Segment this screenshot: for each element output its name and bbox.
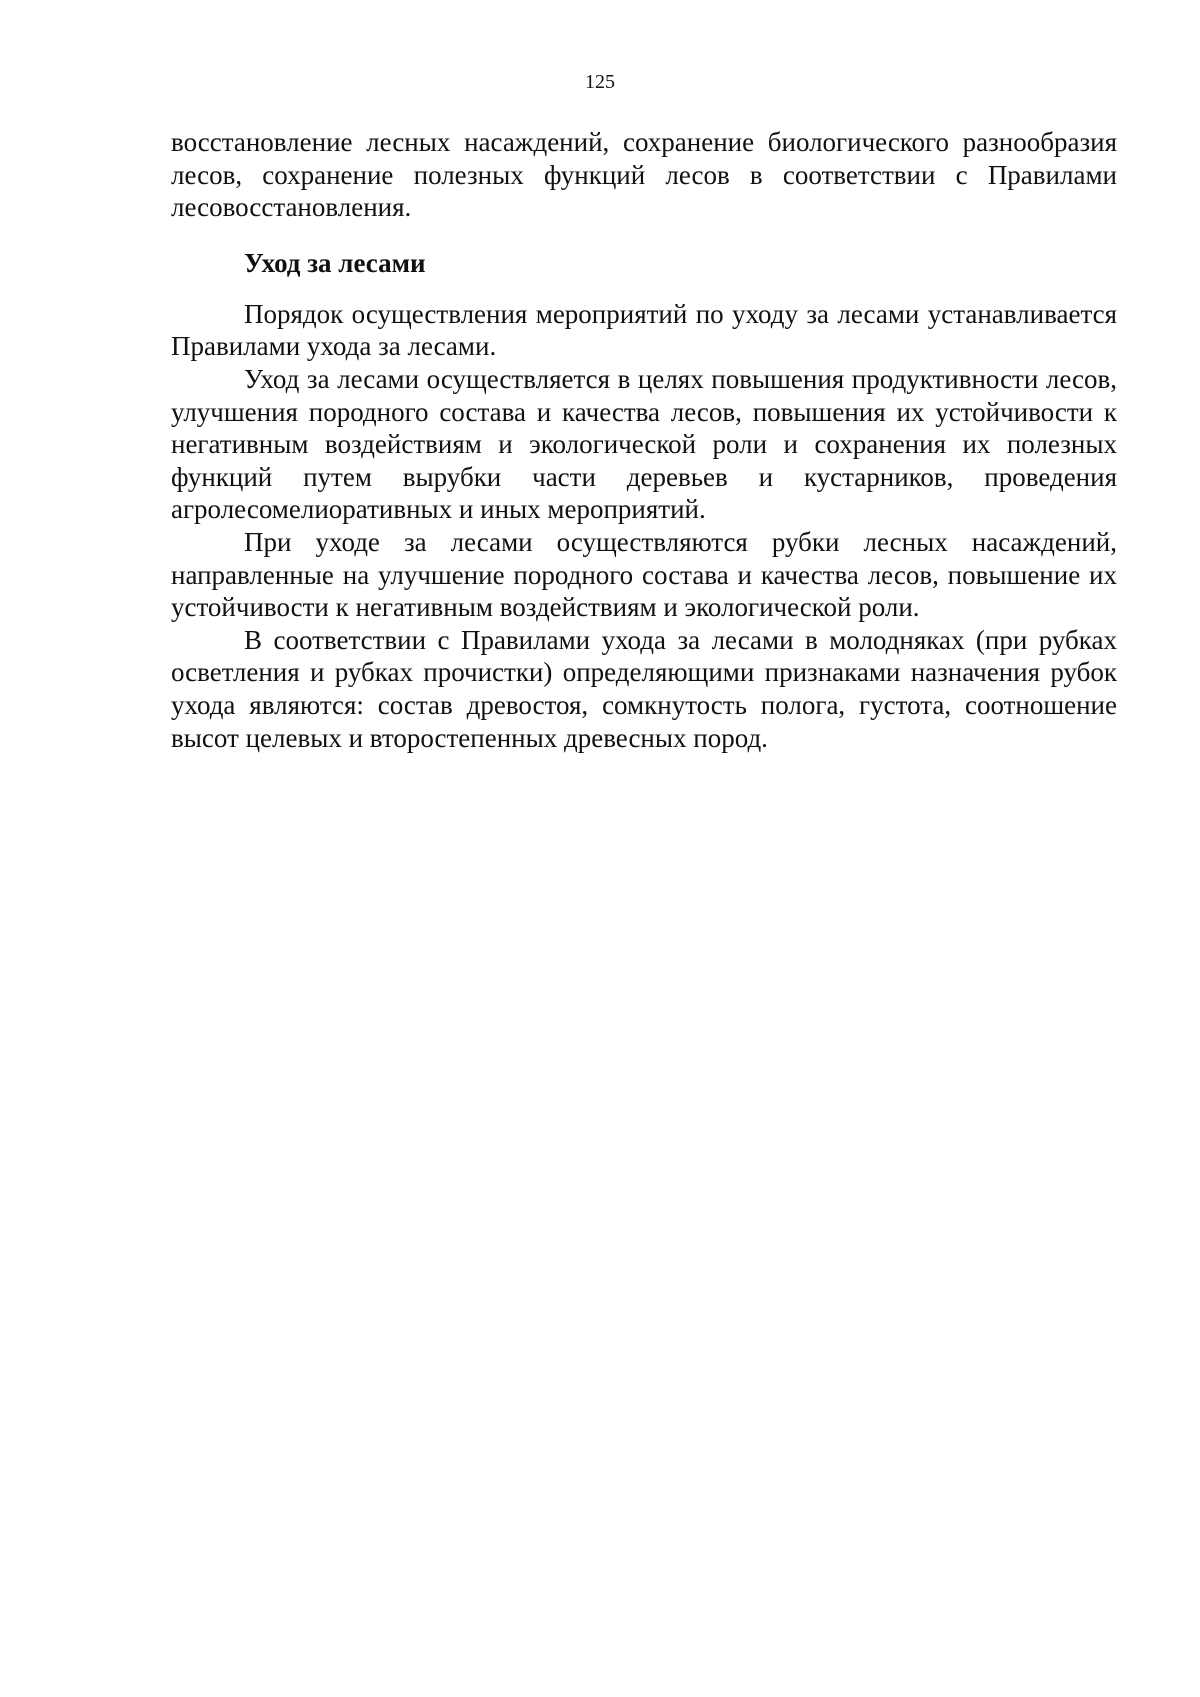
intro-paragraph: восстановление лесных насаждений, сохранение биологического разнообразия лесов, сохранение полезных функций лесов в соответствии с Правилами лесовосстановления. bbox=[171, 127, 1117, 223]
section-heading: Уход за лесами bbox=[244, 247, 426, 278]
page-body bbox=[171, 126, 1117, 754]
paragraph-3: При уходе за лесами осуществляются рубки лесных насаждений, направленные на улучшение породного состава и качества лесов, повышение их устойчивости к негативным воздействиям и экологической роли. bbox=[171, 526, 1117, 623]
paragraph-1: Порядок осуществления мероприятий по уходу за лесами устанавливается Правилами ухода за лесами. bbox=[171, 298, 1117, 362]
paragraph-4: В соответствии с Правилами ухода за лесами в молодняках (при рубках осветления и рубках прочистки) определяющими признаками назначения рубок ухода являются: состав древостоя, сомкнутость полога, густота, соотношение высот целевых и второстепенных древесных пород. bbox=[171, 624, 1117, 753]
page-number: 125 bbox=[585, 71, 615, 93]
paragraph-2: Уход за лесами осуществляется в целях повышения продуктивности лесов, улучшения породного состава и качества лесов, повышения их устойчивости к негативным воздействиям и экологической роли и сохранения их полезных функций путем вырубки части деревьев и кустарников, проведения агролесомелиоративных и иных мероприятий. bbox=[171, 363, 1117, 525]
